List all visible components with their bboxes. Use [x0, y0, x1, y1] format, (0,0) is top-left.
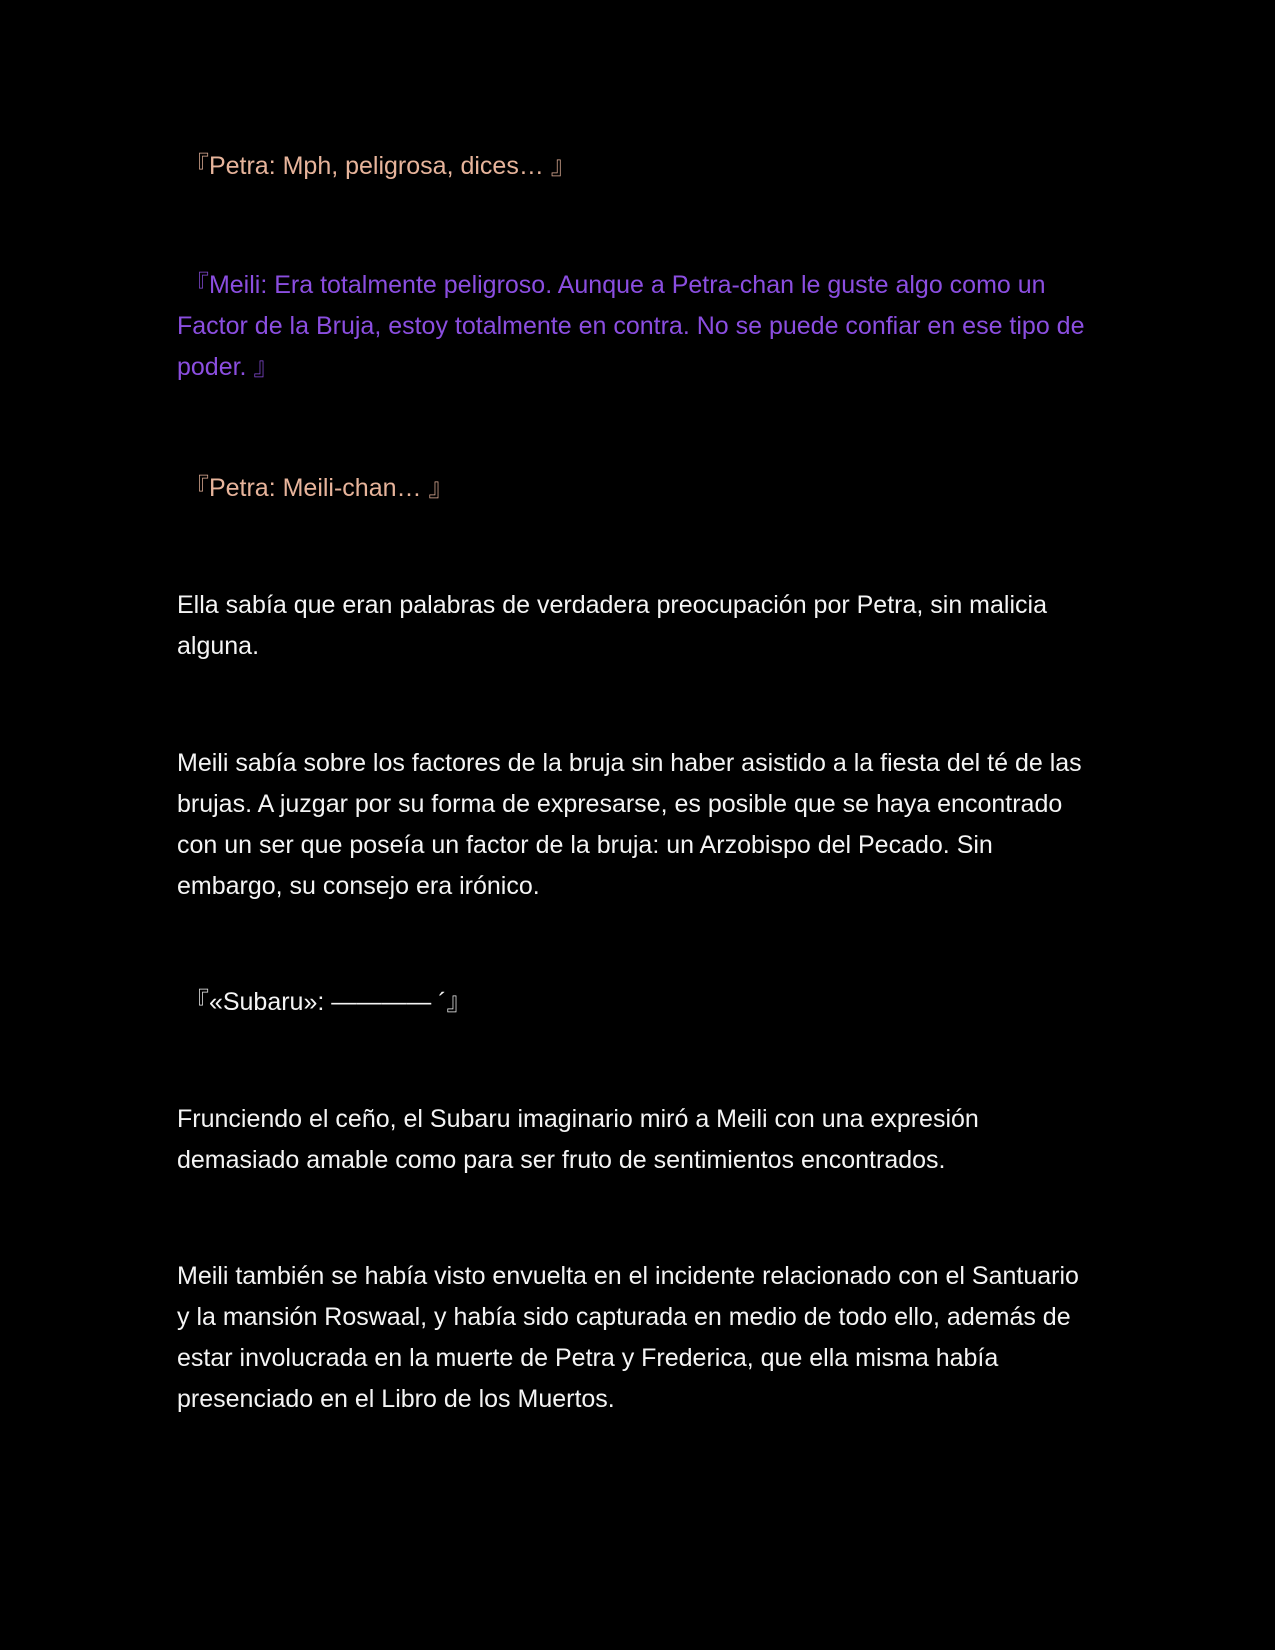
- narration-paragraph: Ella sabía que eran palabras de verdadera preocupación por Petra, sin malicia alguna.: [177, 591, 1047, 660]
- dialogue-subaru: 『«Subaru»: ———— ´』: [177, 988, 472, 1016]
- narration-paragraph: Meili también se había visto envuelta en el incidente relacionado con el Santuario y la mansión Roswaal, y había sido capturada en medio de todo ello, además de estar involucrada en la muerte de Petra y Frederica, que ella misma había presenciado en el Libro de los Muertos.: [177, 1262, 1079, 1413]
- dialogue-meili: 『Meili: Era totalmente peligroso. Aunque a Petra-chan le guste algo como un Factor de la Bruja, estoy totalmente en contra. No se puede confiar en ese tipo de poder. 』: [177, 271, 1085, 381]
- dialogue-petra: 『Petra: Meili-chan… 』: [177, 474, 454, 502]
- dialogue-petra: 『Petra: Mph, peligrosa, dices… 』: [177, 152, 576, 180]
- narration-paragraph: Meili sabía sobre los factores de la bruja sin haber asistido a la fiesta del té de las brujas. A juzgar por su forma de expresarse, es posible que se haya encontrado con un ser que poseía un factor de la bruja: un Arzobispo del Pecado. Sin embargo, su consejo era irónico.: [177, 749, 1082, 900]
- narration-paragraph: Frunciendo el ceño, el Subaru imaginario miró a Meili con una expresión demasiado amable como para ser fruto de sentimientos encontrados.: [177, 1105, 979, 1174]
